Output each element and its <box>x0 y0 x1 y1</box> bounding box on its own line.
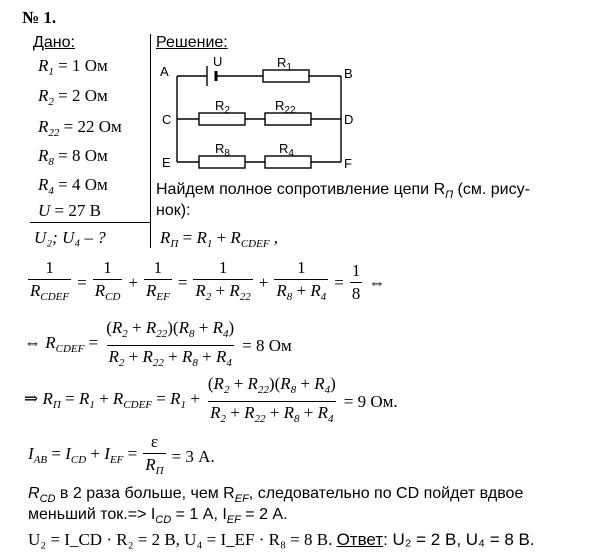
find-text: U₂; U₄ – ? <box>34 228 106 247</box>
given-u: U = 27 В <box>38 201 101 220</box>
node-c: C <box>162 112 172 127</box>
given-r8: $R_8 = 8$ Ом <box>38 146 108 168</box>
currents-line: меньший $ток.=> I_{CD} = 1$ А, $I_{EF} = 2$ А. <box>28 506 288 526</box>
label-r22: $R_{22}$ <box>275 98 296 116</box>
given-divider <box>30 222 150 223</box>
compare-line: $R_{CD}$ в 2 раза больше, чем $R_{EF}$, следовательно по CD пойдет вдвое <box>28 485 524 505</box>
equation-current: $I_{AB} = I_{CD} + I_{EF}$ = $\frac{\varepsilon}{R_П}$ = 3 А. <box>28 432 215 481</box>
equation-rp: $R_П = R_1 + R_{CDEF}$ , <box>160 228 279 250</box>
circuit-diagram <box>155 52 355 177</box>
label-r1: $R_1$ <box>277 55 292 73</box>
equation-inverse: $\frac{1}{R_{CDEF}}$ = $\frac{1}{R_{CD}}$ + $\frac{1}{R_{EF}}$ = $\frac{1}{R_2 + R_{22}}$ + $\frac{1}{R_8 + R_4}$ = $\frac{1}{8}$ ⇔ <box>28 258 385 307</box>
node-b: B <box>344 66 353 81</box>
intro-line-1: Найдем полное сопротивление цепи $R_П$ (см. рису- <box>156 181 530 201</box>
equation-rcdef: ⇔ $R_{CDEF}$ = $\frac{(R_2 + R_{22})(R_8 + R_4)}{R_2 + R_{22} + R_8 + R_4}$ = 8 Ом <box>24 318 292 373</box>
solution-title: Решение: <box>156 34 228 51</box>
label-r8: $R_8$ <box>215 141 230 159</box>
label-r4: $R_4$ <box>279 141 294 159</box>
final-line: U₂ = I_CD · R₂ = 2 В, U₄ = I_EF · R₈ = 8 В. Ответ: U₂ = 2 В, U₄ = 8 В. <box>28 530 535 549</box>
node-e: E <box>162 155 171 170</box>
given-r4: $R_4 = 4$ Ом <box>38 175 108 197</box>
node-a: A <box>160 64 169 79</box>
source-label: U <box>213 54 223 69</box>
equation-rp-total: ⇒ $R_П = R_1 + R_{CDEF} = R_1$ + $\frac{(R_2 + R_{22})(R_8 + R_4)}{R_2 + R_{22} + R_8 + R_4}$ = 9 Ом. <box>24 374 398 429</box>
column-divider <box>150 34 151 248</box>
given-title: Дано: <box>33 34 75 51</box>
node-d: D <box>344 112 354 127</box>
node-f: F <box>344 156 352 171</box>
problem-number: № 1. <box>22 8 57 27</box>
given-r22: $R_{22} = 22$ Ом <box>38 117 122 139</box>
given-r2: $R_2 = 2$ Ом <box>38 86 108 108</box>
label-r2: $R_2$ <box>215 98 230 116</box>
given-r1: $R_1 = 1$ Ом <box>38 56 108 78</box>
intro-line-2: нок): <box>156 202 191 219</box>
